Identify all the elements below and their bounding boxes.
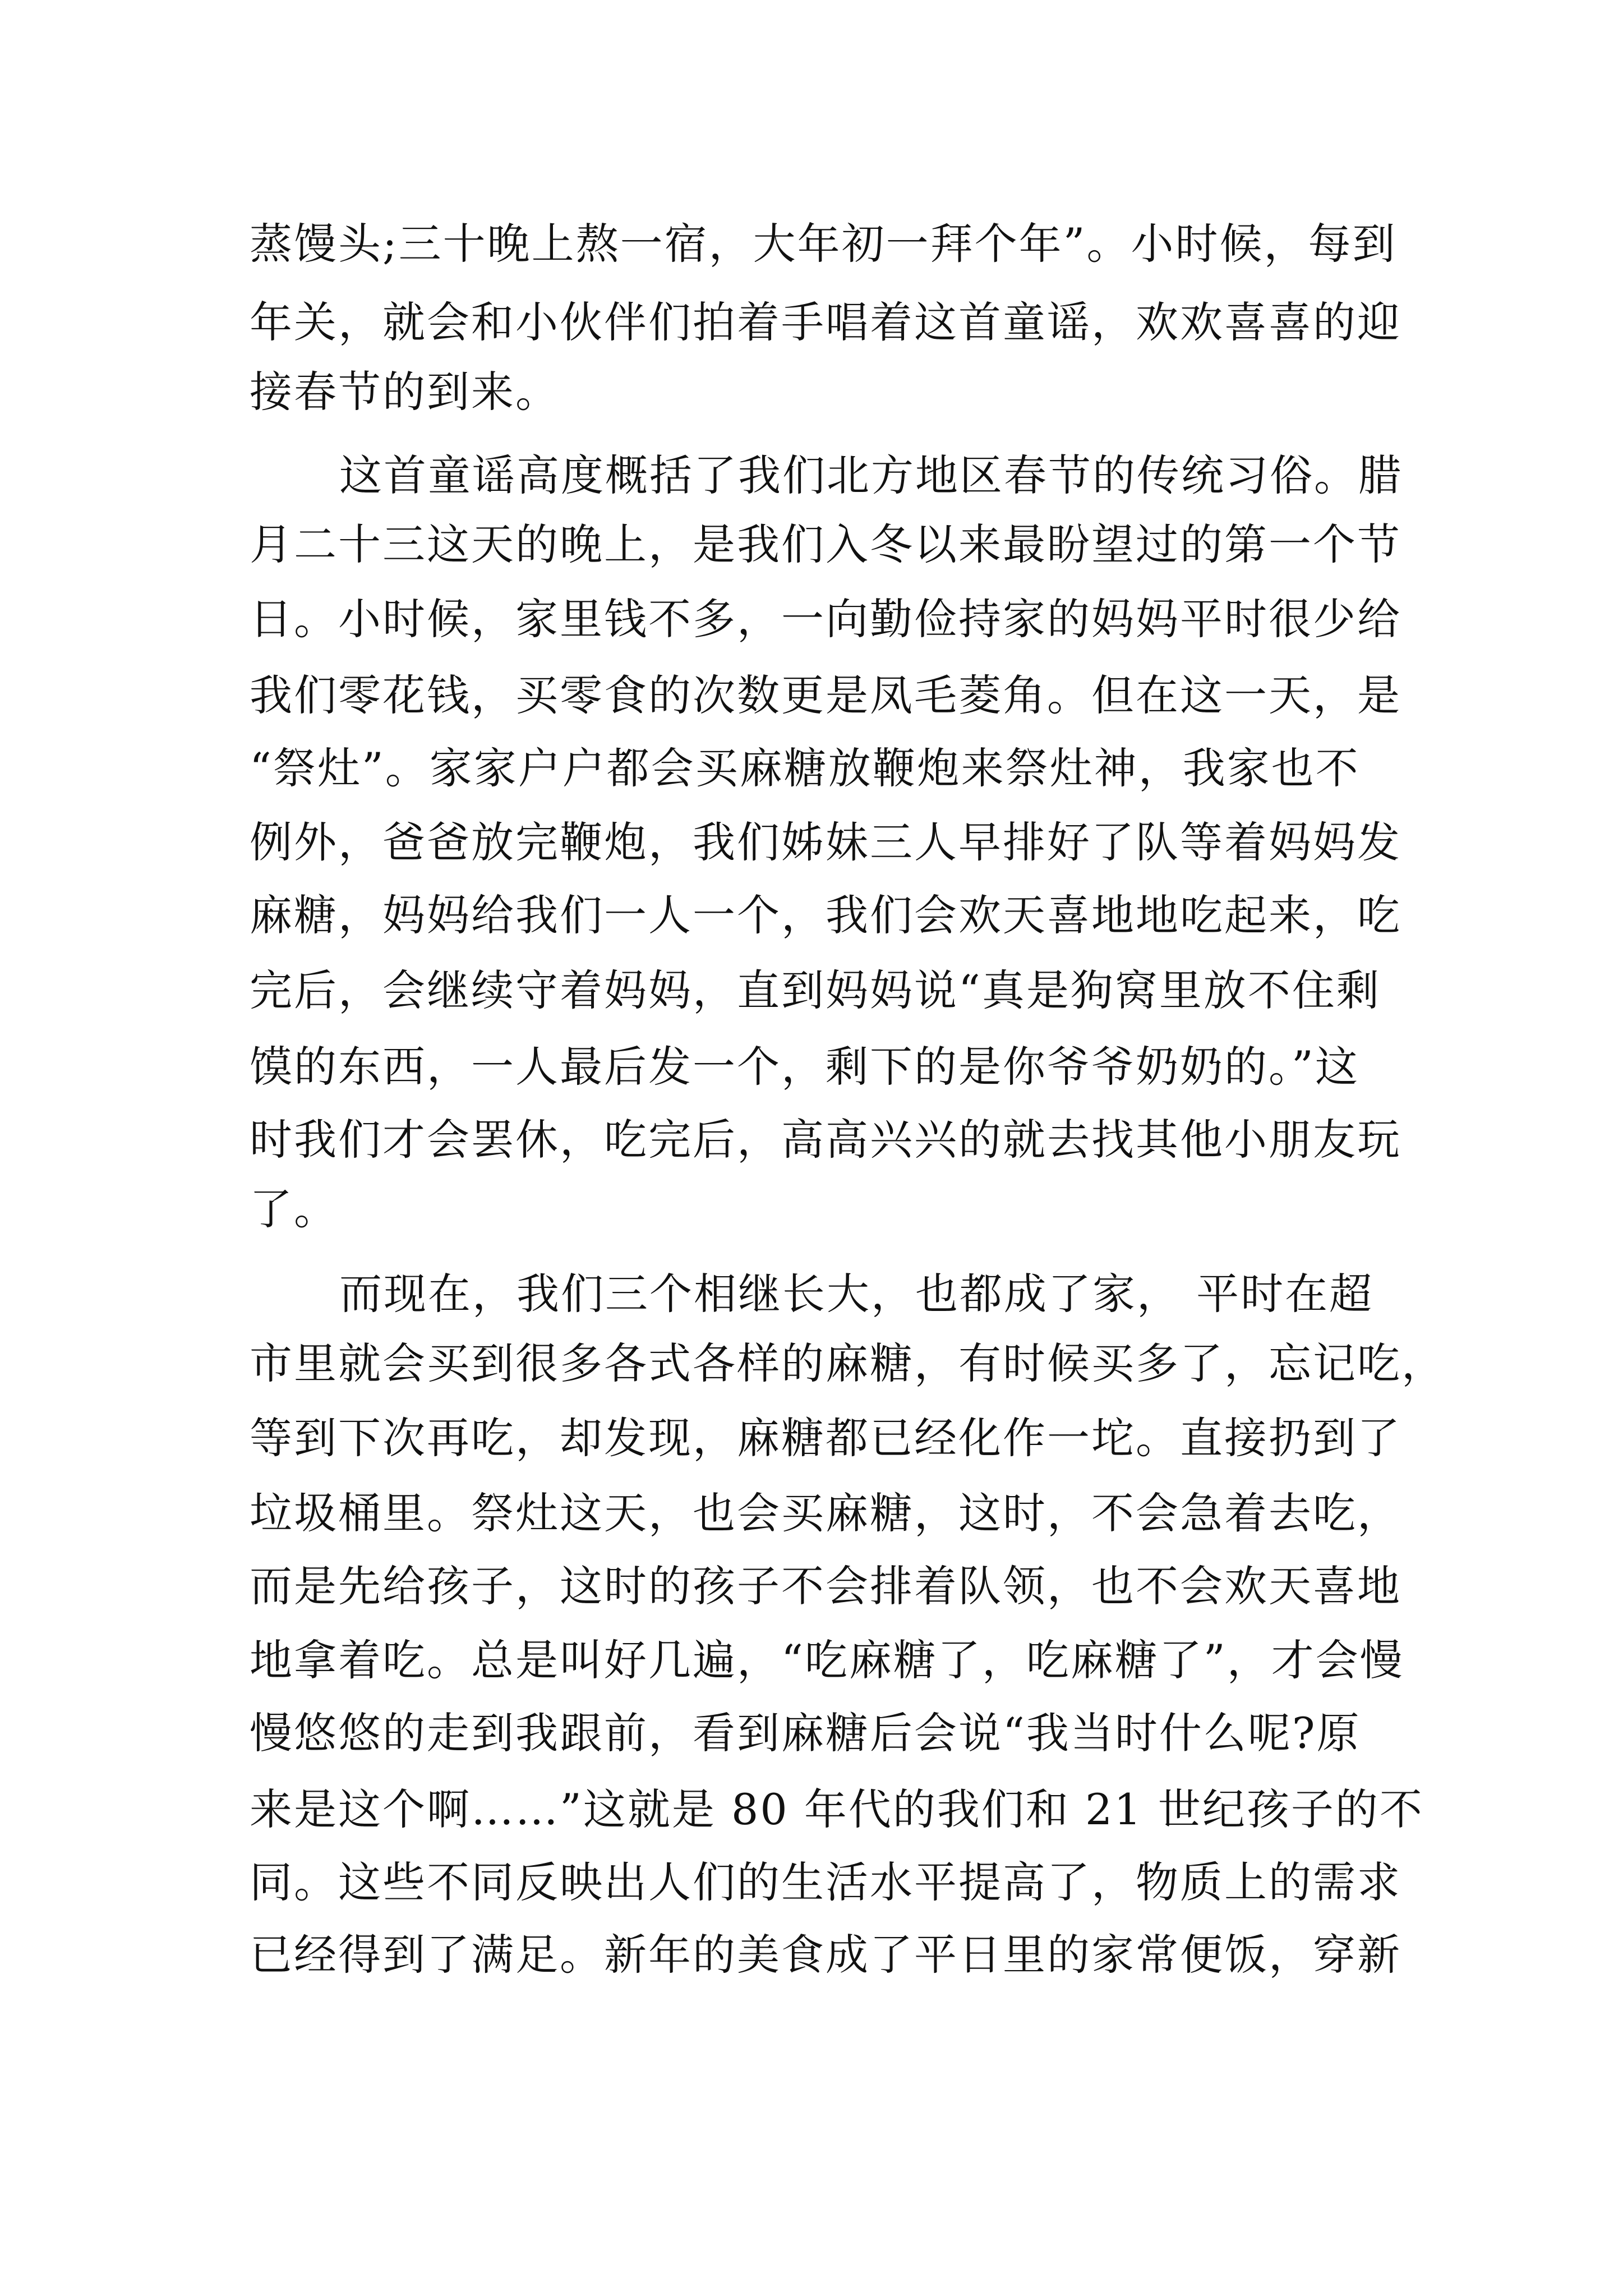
paragraph-line: 慢悠悠的走到我跟前，看到麻糖后会说“我当时什么呢?原 [250, 1708, 1361, 1758]
paragraph-line: 了。 [250, 1184, 338, 1234]
paragraph-line: 而现在，我们三个相继长大，也都成了家， 平时在超 [339, 1269, 1374, 1319]
paragraph-line: 这首童谣高度概括了我们北方地区春节的传统习俗。腊 [339, 450, 1403, 500]
paragraph-line: “祭灶”。家家户户都会买麻糖放鞭炮来祭灶神，我家也不 [250, 743, 1360, 793]
paragraph-line: 垃圾桶里。祭灶这天，也会买麻糖，这时，不会急着去吃， [250, 1488, 1401, 1538]
paragraph-line: 地拿着吃。总是叫好几遍，“吃麻糖了，吃麻糖了”，才会慢 [250, 1635, 1404, 1685]
paragraph-line: 接春节的到来。 [250, 367, 560, 417]
paragraph-line: 月二十三这天的晚上，是我们入冬以来最盼望过的第一个节 [250, 519, 1401, 569]
paragraph-line: 日。小时候，家里钱不多，一向勤俭持家的妈妈平时很少给 [250, 594, 1401, 644]
paragraph-line: 而是先给孩子，这时的孩子不会排着队领，也不会欢天喜地 [250, 1561, 1401, 1611]
paragraph-line: 馍的东西，一人最后发一个，剩下的是你爷爷奶奶的。”这 [250, 1042, 1359, 1092]
paragraph-line: 我们零花钱，买零食的次数更是凤毛菱角。但在这一天，是 [250, 670, 1401, 720]
paragraph-line: 同。这些不同反映出人们的生活水平提高了，物质上的需求 [250, 1857, 1401, 1907]
paragraph-line: 例外，爸爸放完鞭炮，我们姊妹三人早排好了队等着妈妈发 [250, 817, 1401, 867]
paragraph-line: 等到下次再吃，却发现，麻糖都已经化作一坨。直接扔到了 [250, 1413, 1401, 1463]
paragraph-line: 市里就会买到很多各式各样的麻糖，有时候买多了，忘记吃， [250, 1338, 1446, 1388]
paragraph-line: 麻糖，妈妈给我们一人一个，我们会欢天喜地地吃起来，吃 [250, 890, 1401, 940]
paragraph-line: 来是这个啊……”这就是 80 年代的我们和 21 世纪孩子的不 [250, 1784, 1424, 1834]
paragraph-line: 完后，会继续守着妈妈，直到妈妈说“真是狗窝里放不住剩 [250, 965, 1381, 1015]
paragraph-line: 年关，就会和小伙伴们拍着手唱着这首童谣，欢欢喜喜的迎 [250, 297, 1401, 347]
paragraph-line: 已经得到了满足。新年的美食成了平日里的家常便饭，穿新 [250, 1930, 1401, 1980]
paragraph-line: 时我们才会罢休，吃完后，高高兴兴的就去找其他小朋友玩 [250, 1115, 1401, 1165]
paragraph-line: 蒸馒头;三十晚上熬一宿，大年初一拜个年”。小时候，每到 [250, 219, 1397, 269]
